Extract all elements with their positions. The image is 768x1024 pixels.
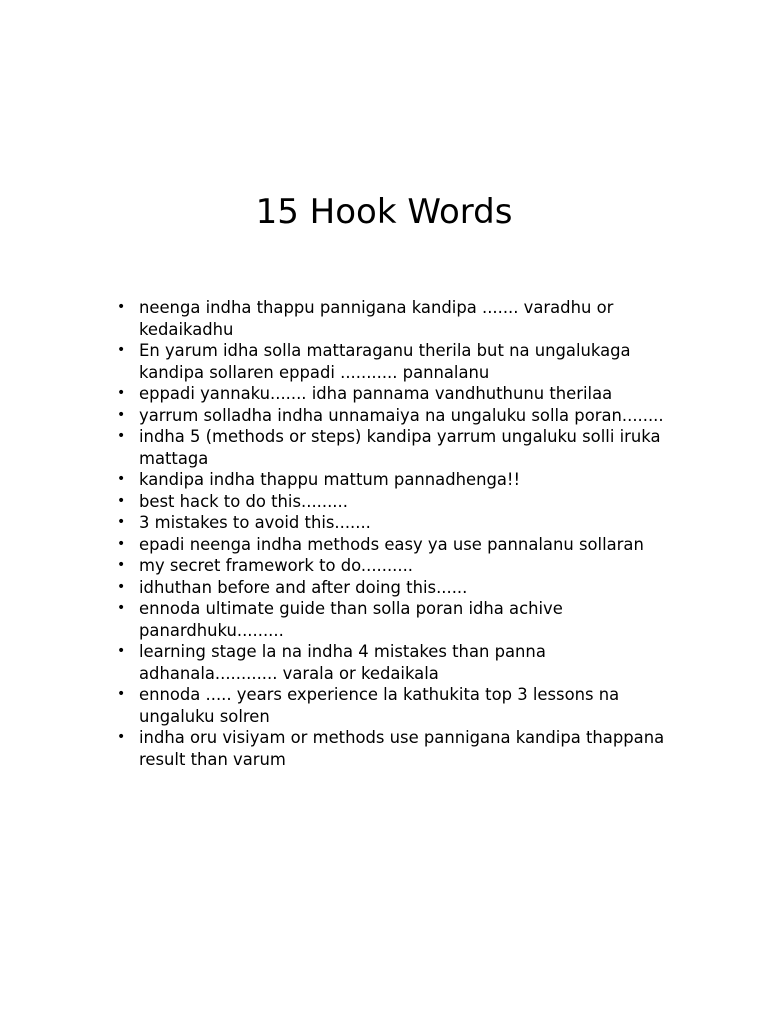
list-item-text: best hack to do this......... xyxy=(139,491,348,511)
list-item xyxy=(117,491,677,513)
bullet-icon: • xyxy=(117,299,126,315)
list-item-text: yarrum solladha indha unnamaiya na ungaluku solla poran........ xyxy=(139,405,664,425)
list-item xyxy=(117,641,677,684)
bullet-icon: • xyxy=(117,428,126,444)
bullet-icon: • xyxy=(117,600,126,616)
list-item-text: ennoda ..... years experience la kathukita top 3 lessons na ungaluku solren xyxy=(139,685,620,726)
list-item xyxy=(117,534,677,556)
bullet-icon: • xyxy=(117,342,126,358)
list-item-text: ennoda ultimate guide than solla poran idha achive panardhuku......... xyxy=(139,599,563,640)
list-item-text: learning stage la na indha 4 mistakes than panna adhanala............ varala or kedaikala xyxy=(139,642,546,683)
list-item xyxy=(117,512,677,534)
bullet-icon: • xyxy=(117,514,126,530)
list-item xyxy=(117,340,677,383)
list-item-text: 3 mistakes to avoid this....... xyxy=(139,513,371,532)
list-item-text: kandipa indha thappu mattum pannadhenga!! xyxy=(139,470,521,489)
document-title: 15 Hook Words xyxy=(255,192,513,232)
list-item xyxy=(117,727,677,770)
list-item xyxy=(117,426,677,469)
list-item-text: my secret framework to do.......... xyxy=(139,556,413,575)
list-item xyxy=(117,469,677,491)
list-item xyxy=(117,383,677,405)
list-item xyxy=(117,684,677,727)
bullet-icon: • xyxy=(117,557,126,573)
list-item xyxy=(117,555,677,577)
list-item xyxy=(117,405,677,427)
hook-words-list xyxy=(117,297,677,770)
list-item-text: indha 5 (methods or steps) kandipa yarrum ungaluku solli iruka mattaga xyxy=(139,427,661,468)
list-item-text: En yarum idha solla mattaraganu therila but na ungalukaga kandipa sollaren eppadi ........... pannalanu xyxy=(139,341,631,382)
bullet-icon: • xyxy=(117,729,126,745)
list-item xyxy=(117,577,677,599)
bullet-icon: • xyxy=(117,535,126,552)
list-item xyxy=(117,598,677,641)
bullet-icon: • xyxy=(117,578,126,595)
list-item-text: indha oru visiyam or methods use pannigana kandipa thappana result than varum xyxy=(139,728,665,769)
bullet-icon: • xyxy=(117,643,126,659)
list-item xyxy=(117,297,677,340)
list-item-text: neenga indha thappu pannigana kandipa ....... varadhu or kedaikadhu xyxy=(139,298,614,339)
bullet-icon: • xyxy=(117,385,126,401)
bullet-icon: • xyxy=(117,471,126,487)
list-item-text: epadi neenga indha methods easy ya use pannalanu sollaran xyxy=(139,534,644,554)
bullet-icon: • xyxy=(117,492,126,509)
list-item-text: idhuthan before and after doing this...... xyxy=(139,577,468,597)
bullet-icon: • xyxy=(117,686,126,702)
bullet-icon: • xyxy=(117,406,126,423)
list-item-text: eppadi yannaku....... idha pannama vandhuthunu therilaa xyxy=(139,384,613,403)
